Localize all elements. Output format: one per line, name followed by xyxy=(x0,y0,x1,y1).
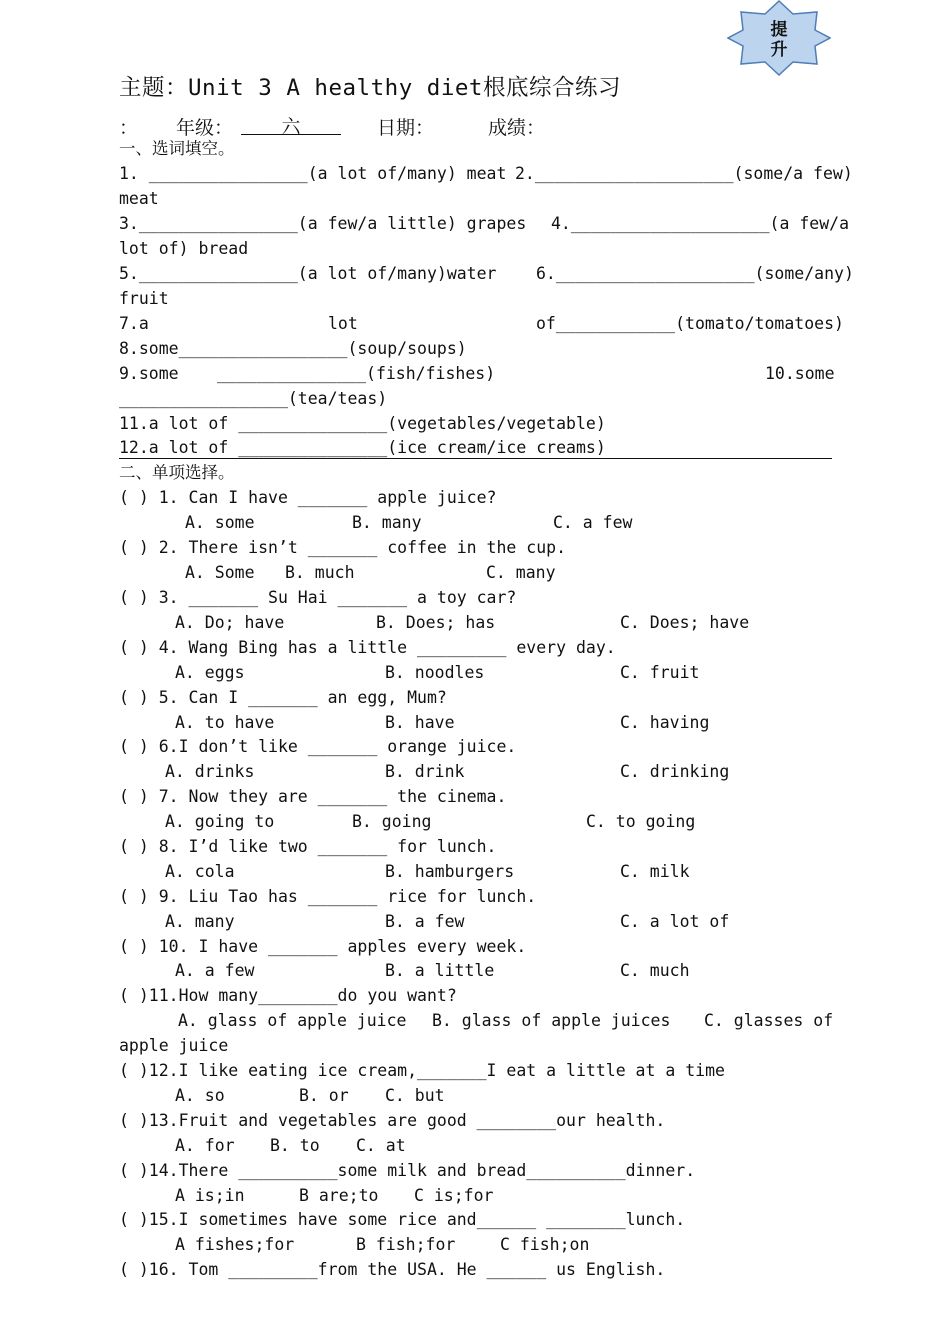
s2-q4-stem: ( ) 4. Wang Bing has a little _________ every day. xyxy=(119,638,616,657)
s2-q11-option-b: B. glass of apple juices xyxy=(432,1011,671,1030)
s2-q1-option-c: C. a few xyxy=(553,513,633,532)
badge-line2: 升 xyxy=(770,40,788,60)
s2-q2-option-a: A. Some xyxy=(185,563,255,582)
s2-q2-option-b: B. much xyxy=(285,563,355,582)
s2-q8-option-b: B. hamburgers xyxy=(385,862,515,881)
s2-q1-option-b: B. many xyxy=(352,513,422,532)
s2-q9-stem: ( ) 9. Liu Tao has _______ rice for lunch. xyxy=(119,887,537,906)
s2-q8-stem: ( ) 8. I’d like two _______ for lunch. xyxy=(119,837,497,856)
score-label: 成绩： xyxy=(488,117,546,139)
s2-q8-option-a: A. cola xyxy=(165,862,235,881)
s2-q9-option-c: C. a lot of xyxy=(620,912,730,931)
page-title: 主题：Unit 3 A healthy diet根底综合练习 xyxy=(119,75,621,101)
badge-line1: 提 xyxy=(770,20,788,40)
s2-q12-option-b: B. or xyxy=(299,1086,349,1105)
s2-q13-option-b: B. to xyxy=(270,1136,320,1155)
s1-q12: 12.a lot of _______________(ice cream/ice creams) xyxy=(119,438,606,457)
s2-q12-option-a: A. so xyxy=(175,1086,225,1105)
s2-q8-option-c: C. milk xyxy=(620,862,690,881)
s2-q7-stem: ( ) 7. Now they are _______ the cinema. xyxy=(119,787,507,806)
s2-q13-option-c: C. at xyxy=(356,1136,406,1155)
s2-q5-option-c: C. having xyxy=(620,713,710,732)
s2-q15-option-c: C fish;on xyxy=(500,1235,590,1254)
s2-q14-stem: ( )14.There __________some milk and bread__________dinner. xyxy=(119,1161,696,1180)
s1-q9-part1: 9.some xyxy=(119,364,179,383)
s1-q9-part2: _______________(fish/fishes) xyxy=(217,364,496,383)
s2-q5-option-b: B. have xyxy=(385,713,455,732)
s2-q6-option-a: A. drinks xyxy=(165,762,255,781)
badge-label xyxy=(764,20,794,60)
s1-q7-part3: of____________(tomato/tomatoes) xyxy=(536,314,844,333)
s2-q1-option-a: A. some xyxy=(185,513,255,532)
grade-value: 六 xyxy=(241,112,341,135)
s2-q3-option-c: C. Does; have xyxy=(620,613,750,632)
s2-q14-option-a: A is;in xyxy=(175,1186,245,1205)
s2-q5-option-a: A. to have xyxy=(175,713,275,732)
s1-q1: 1. ________________(a lot of/many) meat xyxy=(119,164,507,183)
s1-q2: 2.____________________(some/a few) xyxy=(515,164,853,183)
s2-q5-stem: ( ) 5. Can I _______ an egg, Mum? xyxy=(119,688,447,707)
s2-q7-option-c: C. to going xyxy=(586,812,696,831)
s2-q14-option-c: C is;for xyxy=(414,1186,494,1205)
s2-q11-cont: apple juice xyxy=(119,1036,229,1055)
s2-q10-option-a: A. a few xyxy=(175,961,255,980)
s2-q16-stem: ( )16. Tom _________from the USA. He ______ us English. xyxy=(119,1260,666,1279)
s2-q7-option-a: A. going to xyxy=(165,812,275,831)
s2-q14-option-b: B are;to xyxy=(299,1186,379,1205)
s1-q11: 11.a lot of _______________(vegetables/vegetable) xyxy=(119,414,606,433)
s1-q5: 5.________________(a lot of/many)water xyxy=(119,264,497,283)
s2-q15-option-b: B fish;for xyxy=(356,1235,456,1254)
s1-q10: 10.some xyxy=(765,364,835,383)
s1-q6-cont: fruit xyxy=(119,289,169,308)
s2-q9-option-a: A. many xyxy=(165,912,235,931)
level-badge xyxy=(727,0,831,76)
s2-q3-option-b: B. Does; has xyxy=(376,613,496,632)
s1-q7-part1: 7.a xyxy=(119,314,149,333)
s2-q13-option-a: A. for xyxy=(175,1136,235,1155)
s1-q3: 3.________________(a few/a little) grapes xyxy=(119,214,527,233)
s1-q7-part2: lot xyxy=(328,314,358,333)
s1-q1-cont: meat xyxy=(119,189,159,208)
s2-q7-option-b: B. going xyxy=(352,812,432,831)
section-divider xyxy=(119,458,832,459)
s2-q2-stem: ( ) 2. There isn’t _______ coffee in the cup. xyxy=(119,538,567,557)
s2-q4-option-a: A. eggs xyxy=(175,663,245,682)
s2-q12-stem: ( )12.I like eating ice cream,_______I eat a little at a time xyxy=(119,1061,725,1080)
s2-q3-option-a: A. Do; have xyxy=(175,613,285,632)
s2-q10-option-b: B. a little xyxy=(385,961,495,980)
info-colon: ： xyxy=(119,117,139,139)
s2-q6-stem: ( ) 6.I don’t like _______ orange juice. xyxy=(119,737,517,756)
s2-q15-option-a: A fishes;for xyxy=(175,1235,295,1254)
grade-label: 年级： xyxy=(176,117,234,139)
s2-q4-option-c: C. fruit xyxy=(620,663,700,682)
s1-q4-cont: lot of) bread xyxy=(119,239,249,258)
s2-q13-stem: ( )13.Fruit and vegetables are good ________our health. xyxy=(119,1111,666,1130)
s2-q6-option-b: B. drink xyxy=(385,762,465,781)
s2-q10-stem: ( ) 10. I have _______ apples every week. xyxy=(119,937,527,956)
s2-q4-option-b: B. noodles xyxy=(385,663,485,682)
s2-q1-stem: ( ) 1. Can I have _______ apple juice? xyxy=(119,488,497,507)
s2-q2-option-c: C. many xyxy=(486,563,556,582)
s2-q11-option-c: C. glasses of xyxy=(704,1011,834,1030)
s2-q15-stem: ( )15.I sometimes have some rice and______ ________lunch. xyxy=(119,1210,686,1229)
s2-q11-option-a: A. glass of apple juice xyxy=(178,1011,407,1030)
s2-q6-option-c: C. drinking xyxy=(620,762,730,781)
s2-q9-option-b: B. a few xyxy=(385,912,465,931)
s1-q6: 6.____________________(some/any) xyxy=(536,264,854,283)
s1-q10-cont: _________________(tea/teas) xyxy=(119,389,388,408)
s1-q4: 4.____________________(a few/a xyxy=(551,214,850,233)
s2-q10-option-c: C. much xyxy=(620,961,690,980)
s2-q3-stem: ( ) 3. _______ Su Hai _______ a toy car? xyxy=(119,588,517,607)
s2-q11-stem: ( )11.How many________do you want? xyxy=(119,986,457,1005)
s2-q12-option-c: C. but xyxy=(385,1086,445,1105)
section1-heading: 一、选词填空。 xyxy=(119,139,235,158)
s1-q8: 8.some_________________(soup/soups) xyxy=(119,339,467,358)
section2-heading: 二、单项选择。 xyxy=(119,463,235,482)
date-label: 日期： xyxy=(377,117,435,139)
